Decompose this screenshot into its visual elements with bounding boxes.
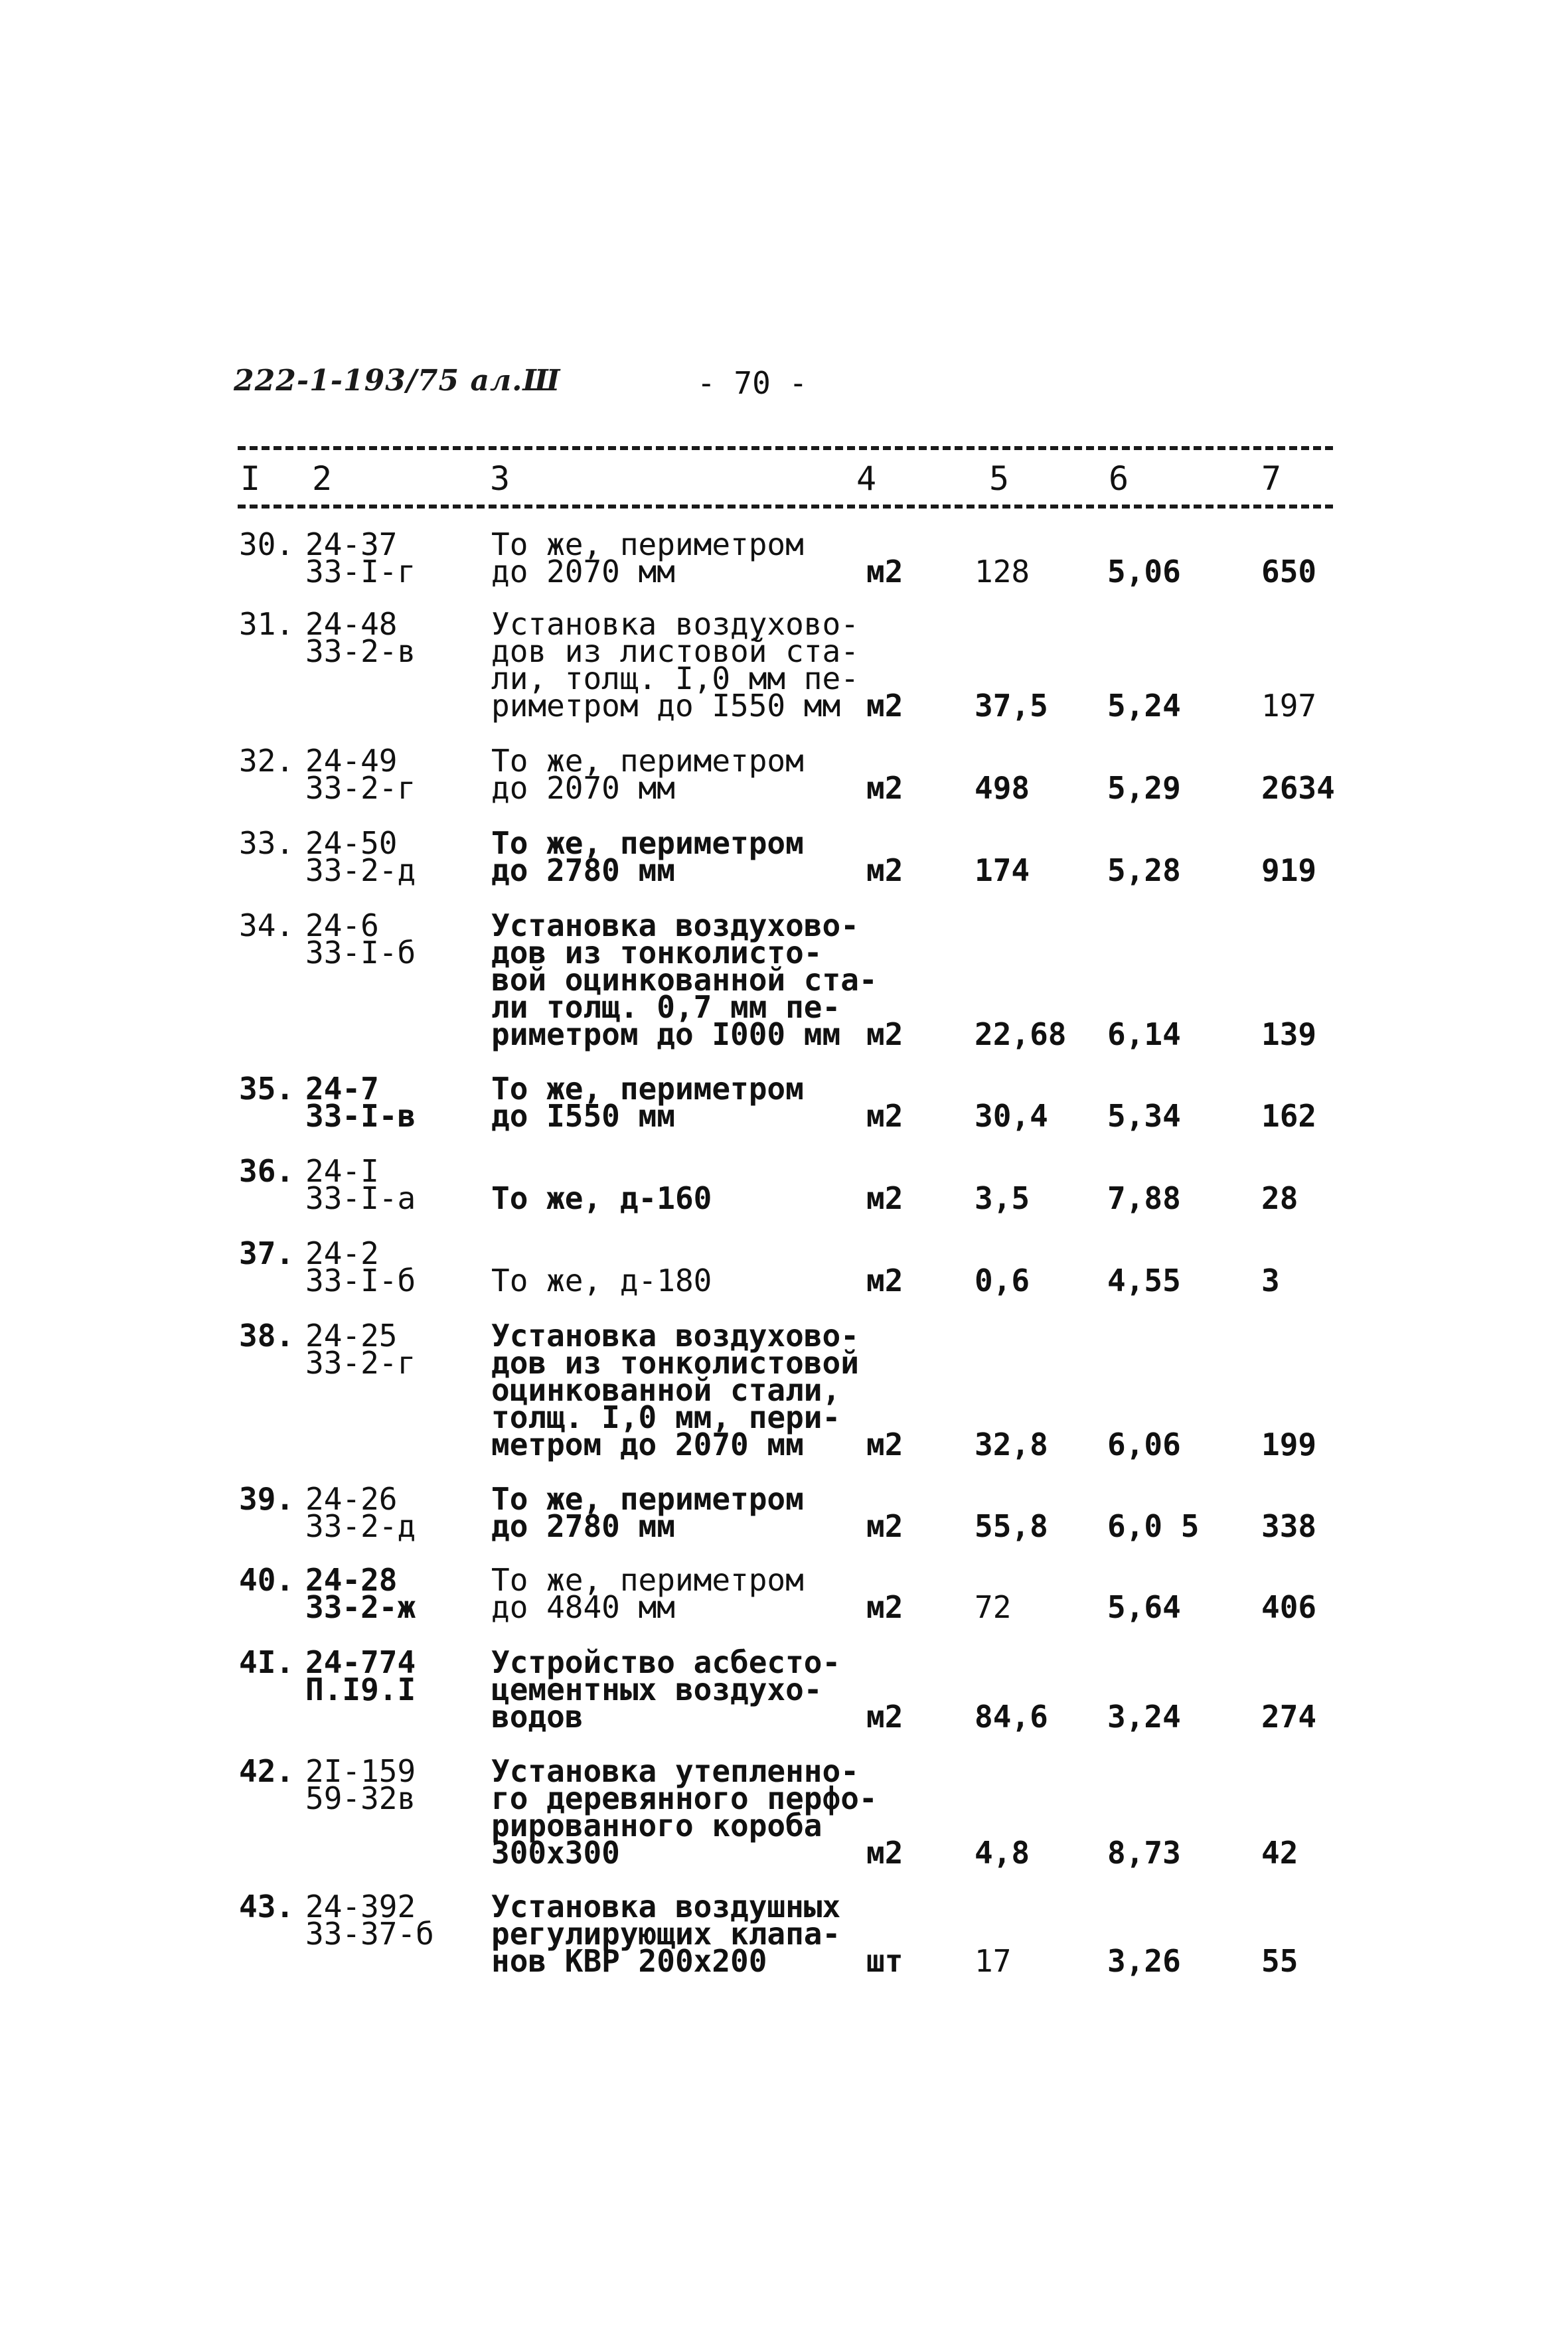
row-code: 24-2 33-I-б	[305, 1235, 416, 1298]
row-description: То же, д-180	[491, 1263, 712, 1298]
table-row	[0, 1753, 1568, 1871]
row-total: 650	[1261, 554, 1317, 589]
row-code: 24-I 33-I-а	[305, 1153, 416, 1216]
header-top-rule	[238, 446, 1333, 450]
row-total: 199	[1261, 1427, 1317, 1462]
row-unit: м2	[866, 1508, 903, 1544]
row-number: 43.	[239, 1889, 295, 1924]
table-row	[0, 1481, 1568, 1544]
row-number: 31.	[239, 606, 295, 642]
row-quantity: 84,6	[975, 1699, 1048, 1735]
row-unit: м2	[866, 1180, 903, 1216]
row-quantity: 30,4	[975, 1098, 1048, 1134]
row-code: 24-48 33-2-в	[305, 606, 416, 669]
row-total: 406	[1261, 1589, 1317, 1625]
row-quantity: 3,5	[975, 1180, 1030, 1216]
row-number: 36.	[239, 1153, 295, 1189]
table-row	[0, 743, 1568, 806]
row-unit: м2	[866, 1016, 903, 1052]
row-price: 6,0 5	[1107, 1508, 1200, 1544]
table-row	[0, 1562, 1568, 1625]
row-number: 32.	[239, 743, 295, 779]
row-description: Установка воздушных регулирующих клапа- нов КВР 200х200	[491, 1889, 841, 1979]
row-number: 37.	[239, 1235, 295, 1271]
row-unit: м2	[866, 1835, 903, 1871]
row-description: Установка утепленно- го деревянного перфо- рированного короба 300х300	[491, 1753, 878, 1871]
row-unit: м2	[866, 770, 903, 806]
row-description: То же, периметром до 2070 мм	[491, 743, 804, 806]
row-unit: м2	[866, 554, 903, 589]
row-code: 24-25 33-2-г	[305, 1318, 416, 1381]
row-total: 3	[1261, 1263, 1280, 1298]
row-quantity: 4,8	[975, 1835, 1030, 1871]
row-number: 39.	[239, 1481, 295, 1517]
row-price: 6,14	[1107, 1016, 1181, 1052]
row-number: 38.	[239, 1318, 295, 1354]
row-price: 5,24	[1107, 688, 1181, 724]
row-total: 28	[1261, 1180, 1298, 1216]
row-code: 24-6 33-I-б	[305, 907, 416, 971]
row-quantity: 72	[975, 1589, 1012, 1625]
table-row	[0, 825, 1568, 888]
row-total: 338	[1261, 1508, 1317, 1544]
row-total: 162	[1261, 1098, 1317, 1134]
row-total: 139	[1261, 1016, 1317, 1052]
table-row	[0, 1071, 1568, 1134]
row-quantity: 55,8	[975, 1508, 1048, 1544]
row-number: 33.	[239, 825, 295, 861]
row-price: 5,06	[1107, 554, 1181, 589]
row-quantity: 22,68	[975, 1016, 1067, 1052]
column-header-6: 6	[1109, 459, 1129, 498]
row-quantity: 498	[975, 770, 1030, 806]
column-header-4: 4	[856, 459, 877, 498]
row-unit: м2	[866, 688, 903, 724]
row-unit: шт	[866, 1943, 903, 1979]
column-header-2: 2	[312, 459, 333, 498]
row-price: 5,64	[1107, 1589, 1181, 1625]
row-description: То же, д-160	[491, 1180, 712, 1216]
row-code: 24-774 П.I9.I	[305, 1644, 416, 1707]
row-total: 197	[1261, 688, 1317, 724]
row-description: То же, периметром до 2780 мм	[491, 1481, 804, 1544]
row-number: 34.	[239, 907, 295, 943]
row-total: 2634	[1261, 770, 1335, 806]
row-code: 24-37 33-I-г	[305, 526, 416, 589]
row-description: То же, периметром до 2070 мм	[491, 526, 804, 589]
row-code: 24-392 33-37-б	[305, 1889, 434, 1952]
document-code: 222-1-193/75 ал.Ш	[234, 364, 561, 398]
row-description: То же, периметром до I550 мм	[491, 1071, 804, 1134]
row-price: 8,73	[1107, 1835, 1181, 1871]
row-price: 4,55	[1107, 1263, 1181, 1298]
row-description: Установка воздухово- дов из листовой ста- ли, толщ. I,0 мм пе- риметром до I550 мм	[491, 606, 859, 724]
table-row	[0, 526, 1568, 589]
table-row	[0, 606, 1568, 724]
row-code: 24-49 33-2-г	[305, 743, 416, 806]
row-quantity: 17	[975, 1943, 1012, 1979]
row-description: Устройство асбесто- цементных воздухо- водов	[491, 1644, 841, 1735]
row-unit: м2	[866, 852, 903, 888]
row-number: 4I.	[239, 1644, 295, 1680]
row-unit: м2	[866, 1263, 903, 1298]
row-total: 42	[1261, 1835, 1298, 1871]
row-price: 3,24	[1107, 1699, 1181, 1735]
row-price: 3,26	[1107, 1943, 1181, 1979]
row-unit: м2	[866, 1589, 903, 1625]
table-row	[0, 1644, 1568, 1735]
row-price: 6,06	[1107, 1427, 1181, 1462]
row-price: 5,28	[1107, 852, 1181, 888]
row-quantity: 32,8	[975, 1427, 1048, 1462]
row-code: 24-50 33-2-д	[305, 825, 416, 888]
row-quantity: 128	[975, 554, 1030, 589]
row-price: 7,88	[1107, 1180, 1181, 1216]
row-quantity: 0,6	[975, 1263, 1030, 1298]
row-code: 24-26 33-2-д	[305, 1481, 416, 1544]
row-unit: м2	[866, 1427, 903, 1462]
table-row	[0, 1318, 1568, 1462]
page-number: - 70 -	[697, 365, 808, 401]
header-bottom-rule	[238, 505, 1333, 509]
row-number: 35.	[239, 1071, 295, 1107]
table-row	[0, 1889, 1568, 1979]
row-total: 55	[1261, 1943, 1298, 1979]
row-total: 274	[1261, 1699, 1317, 1735]
table-row	[0, 1153, 1568, 1216]
row-code: 24-7 33-I-в	[305, 1071, 416, 1134]
row-total: 919	[1261, 852, 1317, 888]
row-code: 2I-159 59-32в	[305, 1753, 416, 1816]
row-description: Установка воздухово- дов из тонколистовой оцинкованной стали, толщ. I,0 мм, пери- метром до 2070 мм	[491, 1318, 859, 1462]
row-quantity: 37,5	[975, 688, 1048, 724]
column-header-3: 3	[490, 459, 510, 498]
table-row	[0, 1235, 1568, 1298]
table-row	[0, 907, 1568, 1052]
row-description: То же, периметром до 2780 мм	[491, 825, 804, 888]
row-number: 30.	[239, 526, 295, 562]
row-quantity: 174	[975, 852, 1030, 888]
row-number: 40.	[239, 1562, 295, 1598]
row-price: 5,34	[1107, 1098, 1181, 1134]
row-description: То же, периметром до 4840 мм	[491, 1562, 804, 1625]
row-description: Установка воздухово- дов из тонколисто- вой оцинкованной ста- ли толщ. 0,7 мм пе- риметром до I000 мм	[491, 907, 878, 1052]
row-code: 24-28 33-2-ж	[305, 1562, 416, 1625]
column-header-1: I	[240, 459, 261, 498]
row-price: 5,29	[1107, 770, 1181, 806]
row-number: 42.	[239, 1753, 295, 1789]
row-unit: м2	[866, 1098, 903, 1134]
row-unit: м2	[866, 1699, 903, 1735]
column-header-7: 7	[1261, 459, 1282, 498]
column-header-5: 5	[989, 459, 1010, 498]
